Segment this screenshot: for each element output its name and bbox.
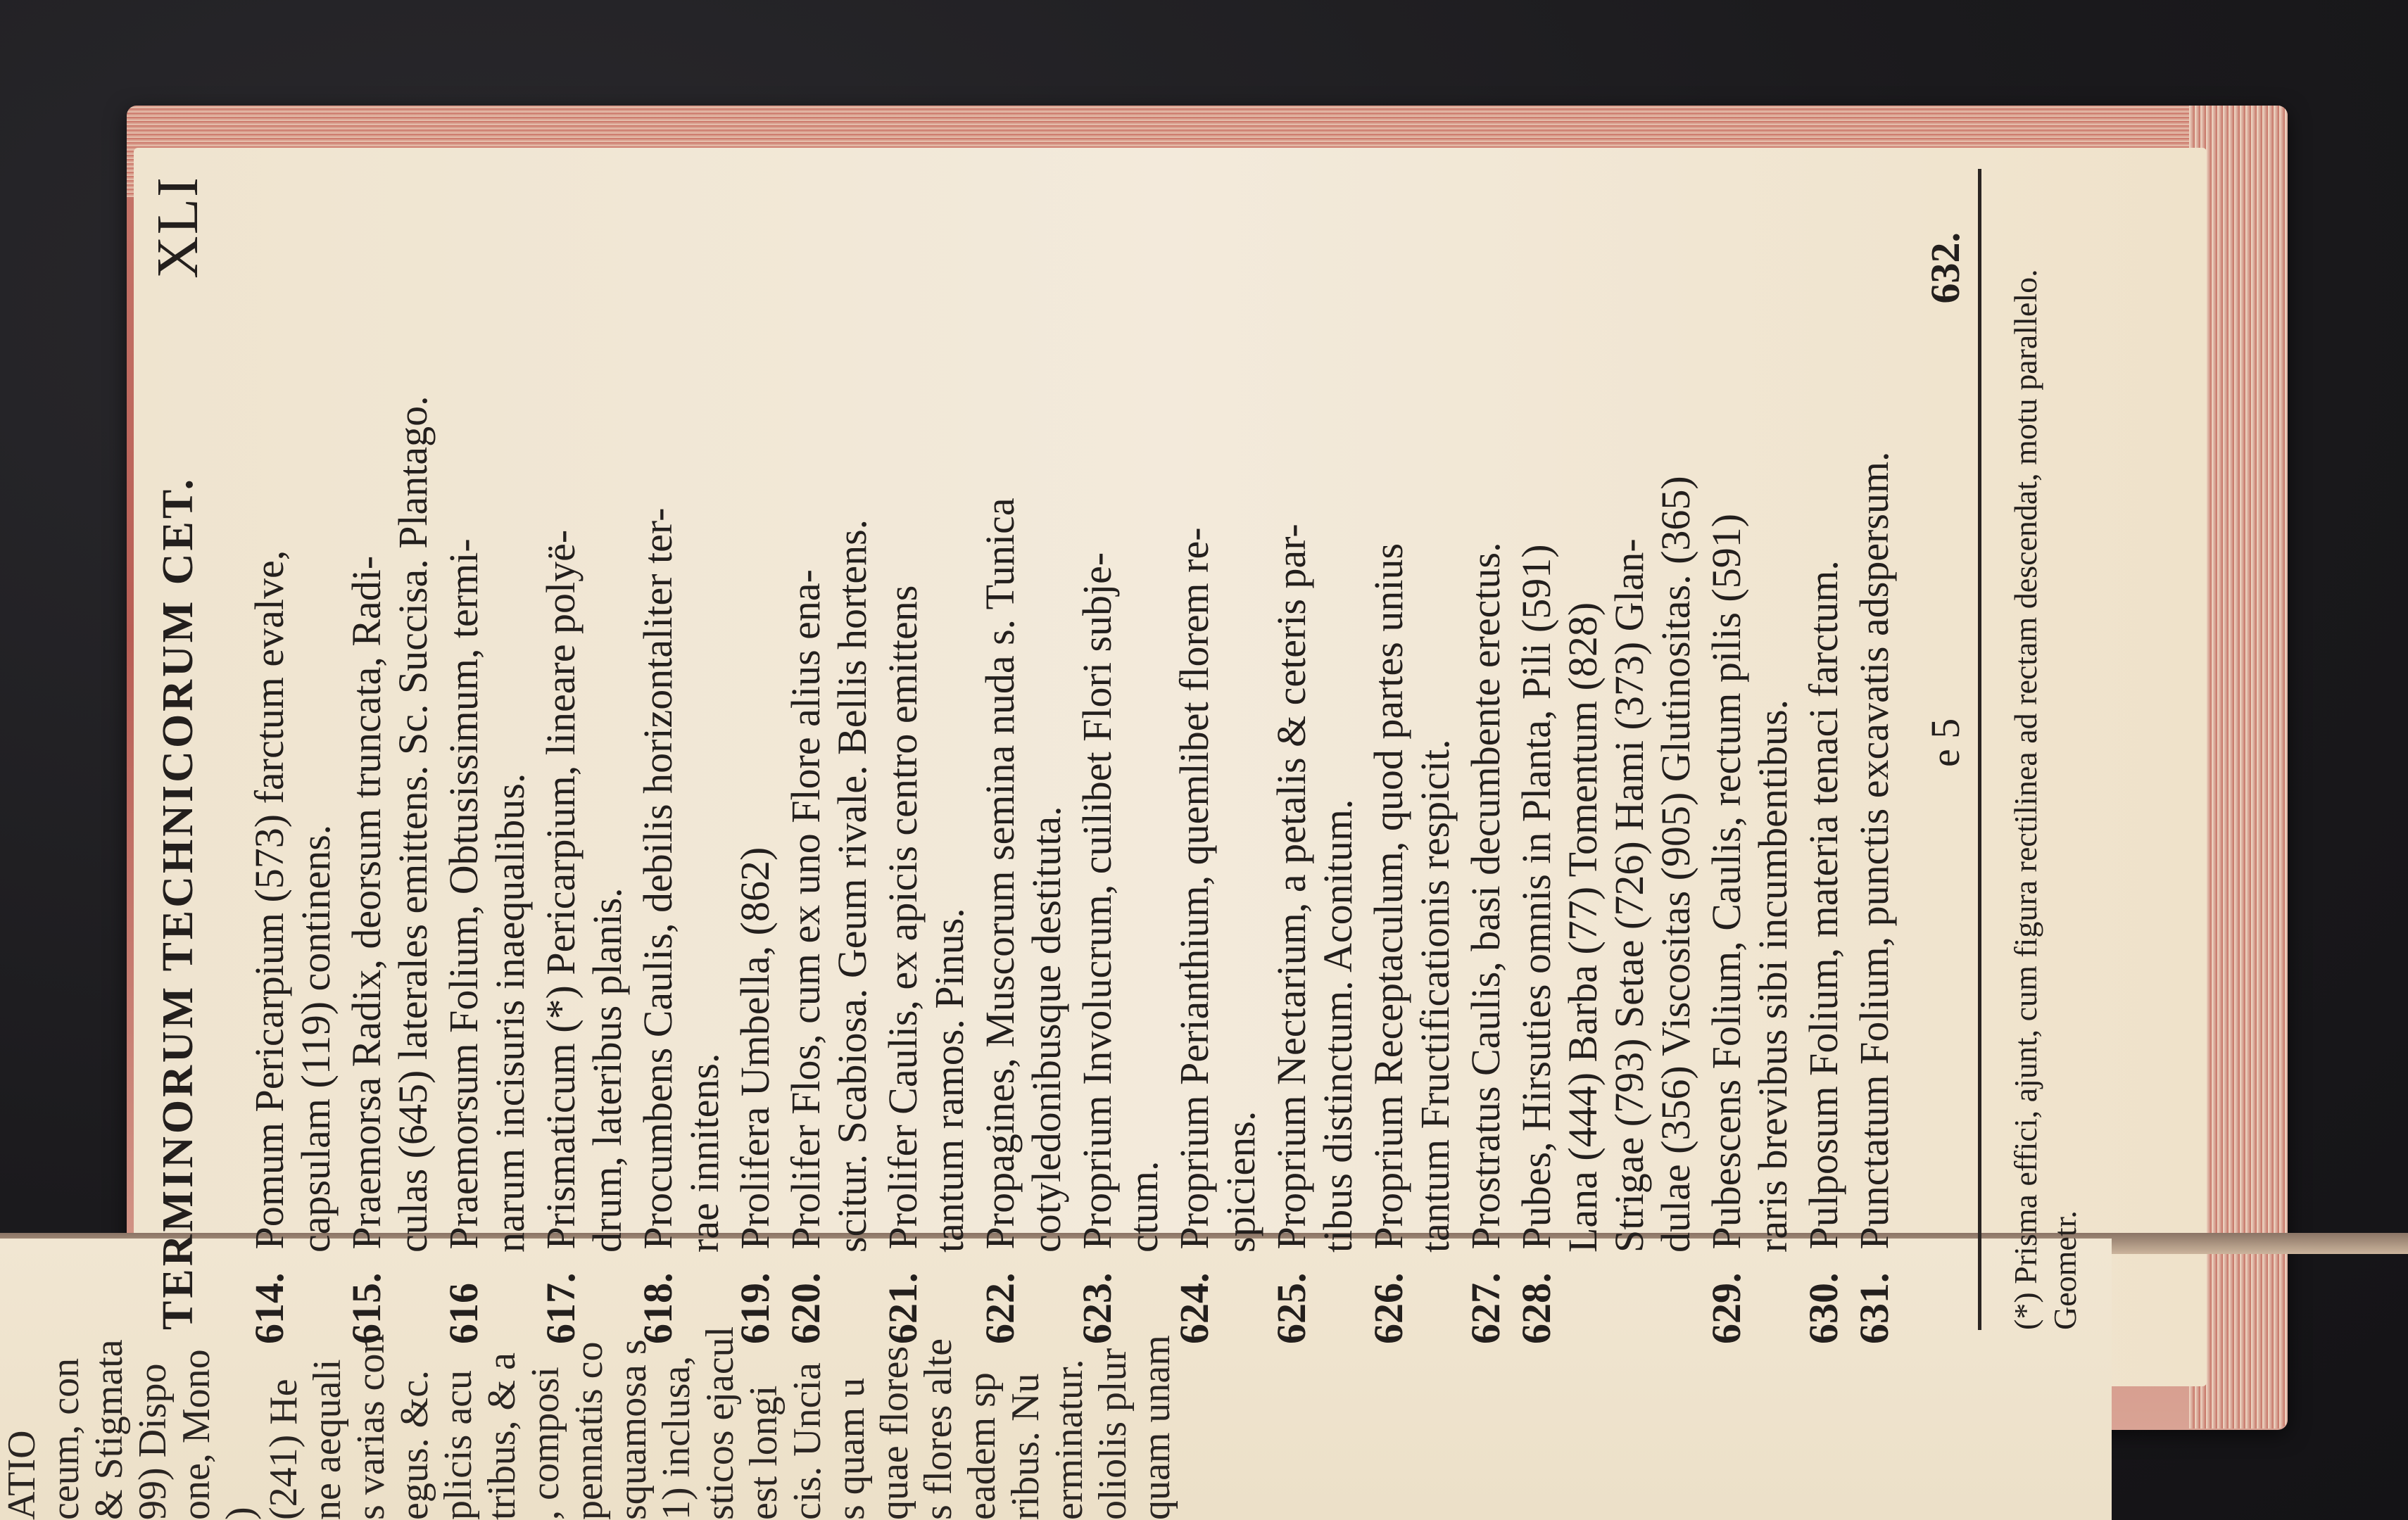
entry-line: cotyledonibusque destituta. xyxy=(1023,806,1069,1253)
left-page-line: quae flores xyxy=(873,1345,916,1520)
left-page-line: s quam u xyxy=(829,1377,873,1520)
left-page-line: , composi xyxy=(524,1367,567,1520)
entry-number: 619. xyxy=(732,1272,778,1344)
glossary-entry xyxy=(1513,176,1699,1344)
left-page-line: cis. Uncia xyxy=(786,1362,829,1520)
signature-mark: e 5 xyxy=(1922,718,1968,767)
entry-line xyxy=(343,176,390,1344)
entry-text: Procumbens Caulis, debilis horizontaliter ter- xyxy=(635,507,681,1260)
entry-number: 624. xyxy=(1171,1272,1217,1344)
left-page-line: ne aequali xyxy=(305,1359,349,1520)
entry-line: rae innitens. xyxy=(681,1053,727,1253)
glossary-entry xyxy=(246,176,339,1344)
left-page-line: pennatis co xyxy=(567,1341,611,1520)
entry-line xyxy=(1366,176,1412,1344)
entry-number: 630. xyxy=(1801,1272,1846,1344)
entry-line: dulae (356) Viscositas (905) Glutinositas. (365) xyxy=(1653,476,1698,1253)
glossary-entry xyxy=(1801,176,1847,1344)
entry-text: Pubescens Folium, Caulis, rectum pilis (591) xyxy=(1703,513,1749,1260)
left-page-line: ) xyxy=(218,1507,262,1520)
entry-line xyxy=(246,176,293,1344)
entry-line: raris brevibus sibi incumbentibus. xyxy=(1750,699,1796,1253)
glossary-entry xyxy=(1074,176,1167,1344)
entry-number: 614. xyxy=(246,1272,292,1344)
left-page-line: 99) Dispo xyxy=(131,1363,175,1520)
entry-line xyxy=(977,176,1023,1344)
left-page-line: ribus. Nu xyxy=(1004,1373,1047,1520)
glossary-entry xyxy=(1851,176,1898,1344)
entry-line: capsulam (119) continens. xyxy=(293,824,339,1253)
entry-line xyxy=(1703,176,1750,1344)
entry-line xyxy=(1513,176,1560,1344)
left-page-line: squamosa s xyxy=(611,1339,655,1520)
catchword: 632. xyxy=(1922,232,1968,304)
entry-line: Strigae (793) Setae (726) Hami (373) Glan- xyxy=(1606,538,1652,1253)
entry-line xyxy=(1268,176,1315,1344)
left-page-line: s varias con xyxy=(349,1334,393,1520)
glossary-entry xyxy=(1366,176,1458,1344)
entry-line: tibus distinctum. Aconitum. xyxy=(1315,799,1361,1253)
entry-line: scitur. Scabiosa. Geum rivale. Bellis hortens. xyxy=(829,519,875,1253)
left-page-line: (241) He xyxy=(262,1379,305,1520)
entry-line: tantum Fructificationis respicit. xyxy=(1412,739,1458,1253)
glossary-entry xyxy=(538,176,631,1344)
entry-text: Proprium Perianthium, quemlibet florem re- xyxy=(1171,527,1217,1260)
glossary-entry xyxy=(343,176,436,1344)
entry-text: Praemorsa Radix, deorsum truncata, Radi- xyxy=(343,555,389,1260)
left-page-line: s flores alte xyxy=(916,1338,960,1520)
left-page-line: erminatur. xyxy=(1047,1359,1091,1520)
entry-text: Pulposum Folium, materia tenaci farctum. xyxy=(1801,560,1846,1260)
left-page-line: est longi xyxy=(742,1385,786,1520)
entry-number: 626. xyxy=(1366,1272,1411,1344)
left-page-line: tribus, & a xyxy=(480,1353,524,1520)
left-page-line: eadem sp xyxy=(960,1372,1004,1520)
entry-line xyxy=(1171,176,1218,1344)
left-page-line: oliolis plur xyxy=(1091,1348,1135,1520)
glossary-entry xyxy=(880,176,973,1344)
glossary-entry xyxy=(635,176,728,1344)
entry-number: 617. xyxy=(538,1272,584,1344)
left-page-line: quam unam xyxy=(1135,1335,1178,1520)
left-page-line: plicis acu xyxy=(436,1369,480,1520)
left-page-line: & Stigmata xyxy=(87,1339,131,1520)
glossary-entry xyxy=(1171,176,1264,1344)
glossary-entry xyxy=(732,176,778,1344)
entry-text: Prismaticum (*) Pericarpium, lineare polyë- xyxy=(538,529,584,1260)
left-page-line: ATIO xyxy=(0,1430,44,1520)
entry-text: Pomum Pericarpium (573) farctum evalve, xyxy=(246,550,292,1260)
entry-number: 627. xyxy=(1463,1272,1508,1344)
footnote-rule xyxy=(1978,169,1981,1330)
entry-text: Prolifera Umbella, (862) xyxy=(732,847,778,1260)
entry-number: 621. xyxy=(880,1272,926,1344)
signature-line xyxy=(1922,218,1971,1386)
entry-text: Proprium Receptaculum, quod partes unius xyxy=(1366,543,1411,1260)
entry-line: spiciens. xyxy=(1218,1110,1263,1253)
entry-line: ctum. xyxy=(1121,1160,1166,1253)
glossary-entry xyxy=(977,176,1070,1344)
entry-number: 628. xyxy=(1513,1272,1559,1344)
entry-line: culas (645) laterales emittens. Sc. Succisa. Plantago. xyxy=(390,395,436,1253)
left-page-line: ceum, con xyxy=(44,1357,87,1520)
entry-text: Proprium Nectarium, a petalis & ceteris par- xyxy=(1268,524,1314,1260)
entry-text: Proprium Involucrum, cuilibet Flori subje- xyxy=(1074,552,1120,1260)
running-header xyxy=(134,148,232,1386)
glossary-entry xyxy=(1268,176,1361,1344)
entry-number: 625. xyxy=(1268,1272,1314,1344)
entry-text: Praemorsum Folium, Obtusissimum, termi- xyxy=(441,538,486,1260)
page-number: XLI xyxy=(145,176,210,279)
entry-line xyxy=(1801,176,1847,1344)
entry-number: 618. xyxy=(635,1272,681,1344)
glossary-entries xyxy=(246,176,1902,1344)
entry-line xyxy=(783,176,829,1344)
entry-text: Pubes, Hirsuties omnis in Planta, Pili (591) xyxy=(1513,544,1559,1260)
entry-line xyxy=(1851,176,1898,1344)
entry-text: Prostratus Caulis, basi decumbente erectus. xyxy=(1463,542,1508,1260)
glossary-entry xyxy=(783,176,876,1344)
entry-line xyxy=(1074,176,1121,1344)
entry-number: 622. xyxy=(977,1272,1023,1344)
glossary-entry xyxy=(441,176,534,1344)
entry-text: Prolifer Caulis, ex apicis centro emittens xyxy=(880,585,926,1260)
entry-line xyxy=(1463,176,1509,1344)
left-page-line: 1) inclusa, xyxy=(655,1355,698,1520)
entry-number: 620. xyxy=(783,1272,828,1344)
entry-line xyxy=(441,176,487,1344)
entry-line: Lana (444) Barba (77) Tomentum (828) xyxy=(1560,602,1606,1253)
entry-line: drum, lateribus planis. xyxy=(584,887,630,1253)
entry-line: tantum ramos. Pinus. xyxy=(926,908,972,1253)
entry-line xyxy=(635,176,681,1344)
entry-number: 615. xyxy=(343,1272,389,1344)
entry-line xyxy=(880,176,926,1344)
page-text-rotated xyxy=(134,148,2207,1386)
entry-text: Propagines, Muscorum semina nuda s. Tunica xyxy=(977,498,1023,1260)
left-page-line: egus. &c. xyxy=(393,1369,436,1520)
entry-number: 623. xyxy=(1074,1272,1120,1344)
entry-text: Punctatum Folium, punctis excavatis adspersum. xyxy=(1851,451,1897,1260)
left-page-line: one, Mono xyxy=(175,1349,218,1520)
entry-number: 631. xyxy=(1851,1272,1897,1344)
left-page-line: sticos ejacul xyxy=(698,1326,742,1520)
entry-line xyxy=(732,176,778,1344)
glossary-entry xyxy=(1703,176,1796,1344)
entry-number: 629. xyxy=(1703,1272,1749,1344)
glossary-entry xyxy=(1463,176,1509,1344)
entry-line xyxy=(538,176,584,1344)
footnote: (*) Prisma effici, ajunt, cum figura rectilinea ad rectam descendat, motu parallelo. Geometr. xyxy=(2007,269,2083,1330)
entry-text: Prolifer Flos, cum ex uno Flore alius ena- xyxy=(783,569,828,1260)
entry-number: 616 xyxy=(441,1283,486,1344)
running-title: TERMINORUM TECHNICORUM CET. xyxy=(154,476,202,1330)
entry-line: narum incisuris inaequalibus. xyxy=(487,773,533,1253)
